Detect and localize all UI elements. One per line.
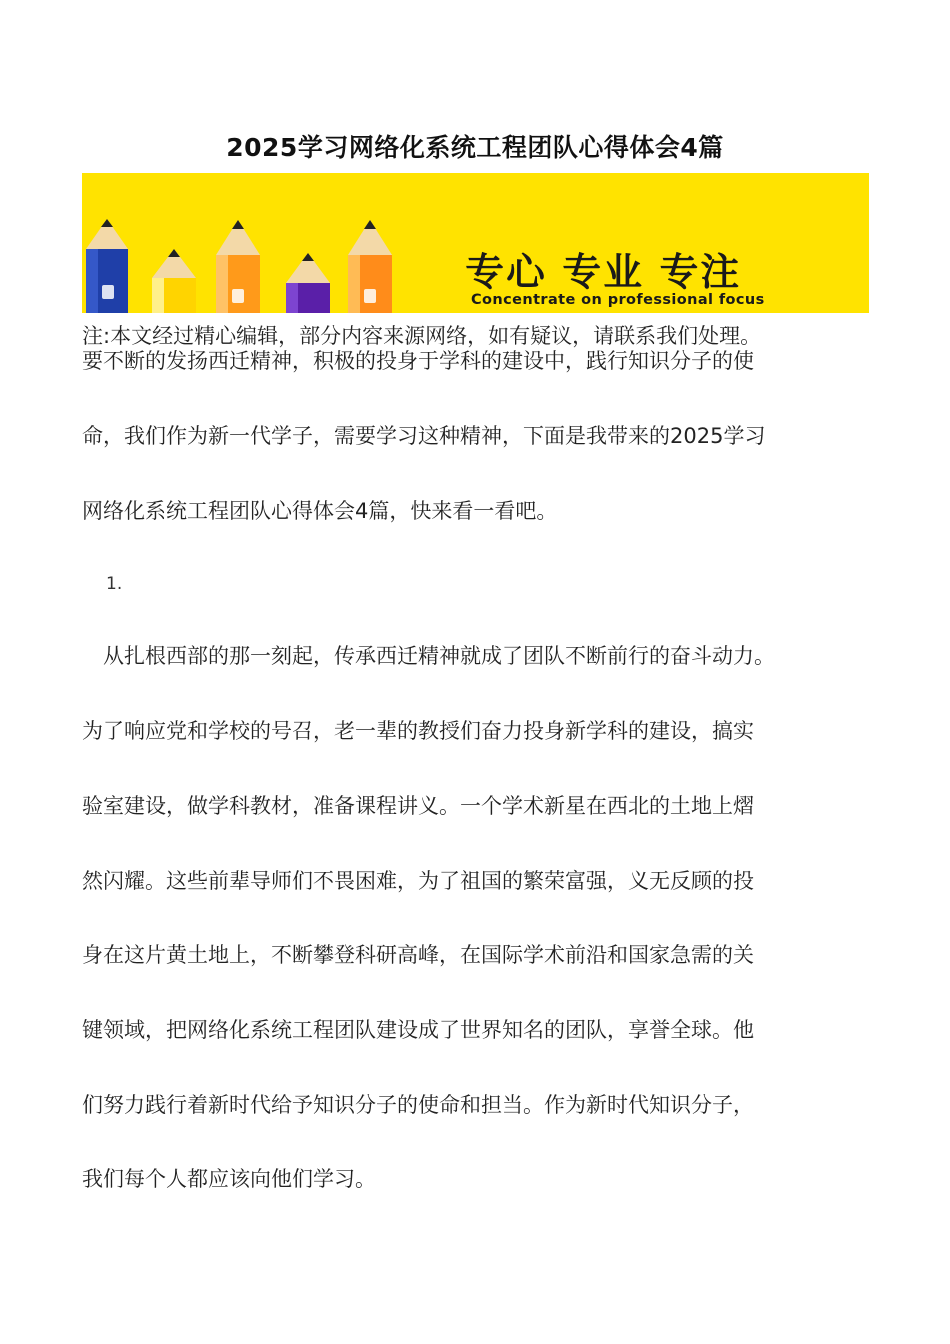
section-number: 1.	[106, 574, 123, 594]
pencil-icon	[286, 253, 330, 317]
pencil-icon	[216, 220, 260, 317]
section-line: 身在这片黄土地上，不断攀登科研高峰，在国际学术前沿和国家急需的关	[82, 943, 754, 967]
banner-subtitle: Concentrate on professional focus	[471, 292, 765, 308]
section-line: 从扎根西部的那一刻起，传承西迁精神就成了团队不断前行的奋斗动力。	[82, 644, 775, 668]
intro-line: 要不断的发扬西迁精神，积极的投身于学科的建设中，践行知识分子的使	[82, 349, 754, 373]
section-line: 然闪耀。这些前辈导师们不畏困难，为了祖国的繁荣富强，义无反顾的投	[82, 869, 754, 893]
banner-image	[82, 173, 869, 317]
page-title: 2025学习网络化系统工程团队心得体会4篇	[226, 133, 724, 162]
editor-note: 注:本文经过精心编辑，部分内容来源网络，如有疑议，请联系我们处理。	[82, 324, 762, 348]
section-line: 为了响应党和学校的号召，老一辈的教授们奋力投身新学科的建设，搞实	[82, 719, 754, 743]
intro-line: 网络化系统工程团队心得体会4篇，快来看一看吧。	[82, 499, 558, 523]
pencil-icon	[86, 219, 128, 317]
pencil-icon	[348, 220, 392, 317]
pencil-icon	[152, 249, 196, 317]
banner-slogan: 专心 专业 专注	[465, 250, 742, 294]
section-line: 们努力践行着新时代给予知识分子的使命和担当。作为新时代知识分子，	[82, 1093, 754, 1117]
section-line: 我们每个人都应该向他们学习。	[82, 1167, 376, 1191]
intro-line: 命，我们作为新一代学子，需要学习这种精神，下面是我带来的2025学习	[82, 424, 766, 448]
section-line: 键领域，把网络化系统工程团队建设成了世界知名的团队，享誉全球。他	[82, 1018, 754, 1042]
section-line: 验室建设，做学科教材，准备课程讲义。一个学术新星在西北的土地上熠	[82, 794, 754, 818]
